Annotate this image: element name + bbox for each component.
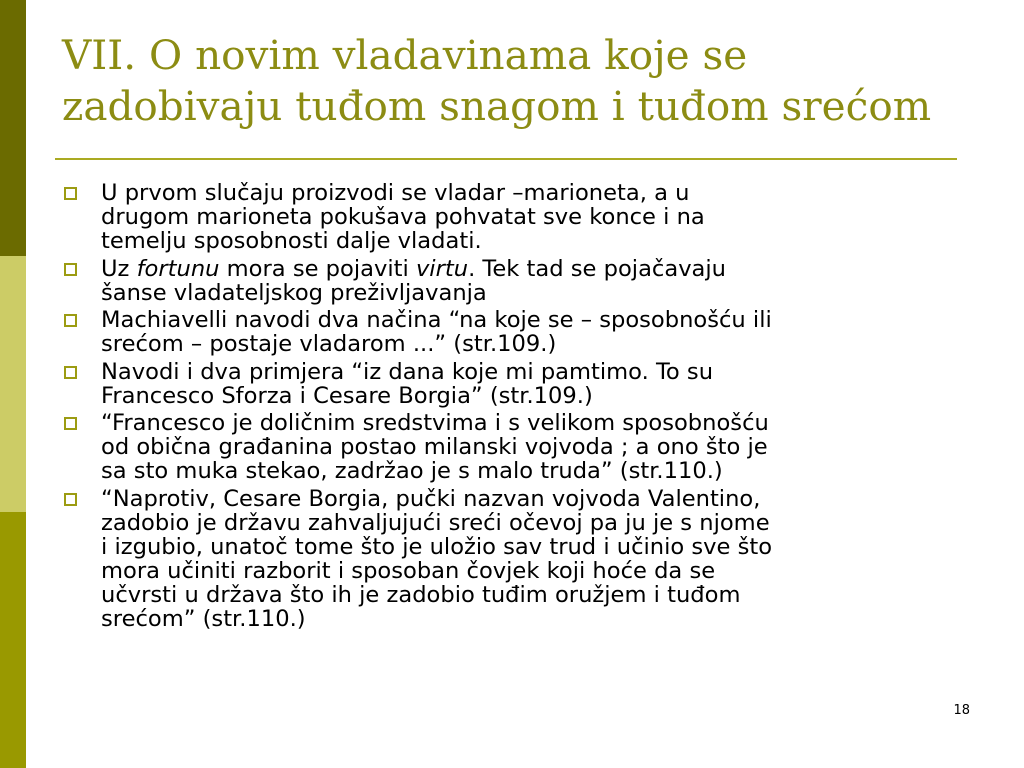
bullet-item-1 [64,181,964,253]
slide-title-line-1: VII. O novim vladavinama koje se [62,31,748,79]
bullet-3-line-2: srećom – postaje vladarom ...” (str.109.) [101,331,557,357]
square-bullet-icon [64,263,77,276]
bullet-6-line-3: i izgubio, unatoč tome što je uložio sav trud i učinio sve što [101,533,773,560]
bullet-4-line-1: Navodi i dva primjera “iz dana koje mi pamtimo. To su [101,358,714,385]
square-bullet-icon [64,366,77,379]
bullet-item-3 [64,308,964,356]
sidebar-decoration [0,0,26,768]
bullet-2-text-e: . Tek tad se pojačavaju [468,255,727,282]
bullet-5-line-1: “Francesco je doličnim sredstvima i s velikom sposobnošću [101,410,769,436]
bullet-6-line-2: zadobio je državu zahvaljujući sreći očevoj pa ju je s njome [101,509,770,536]
bullet-1-line-1: U prvom slučaju proizvodi se vladar –marioneta, a u [101,180,690,206]
bullet-6-line-4: mora učiniti razborit i sposoban čovjek koji hoće da se [101,557,716,584]
bullet-6-line-5: učvrsti u država što ih je zadobio tuđim oružjem i tuđom [101,581,741,608]
slide-title-line-2: zadobivaju tuđom snagom i tuđom srećom [62,82,932,130]
sidebar-segment-light [0,256,26,512]
square-bullet-icon [64,314,77,327]
bullet-item-6 [64,487,964,631]
sidebar-segment-mid [0,512,26,768]
bullet-2-text-a: Uz [101,255,137,282]
page-number: 18 [953,703,970,718]
bullet-2-italic-fortunu: fortunu [136,255,220,282]
bullet-2-italic-virtu: virtu [415,255,469,282]
slide-title [62,30,1002,132]
bullet-1-line-2: drugom marioneta pokušava pohvatat sve konce i na [101,204,705,230]
bullet-2-text-c: mora se pojaviti [219,255,416,282]
square-bullet-icon [64,417,77,430]
bullet-6-line-6: srećom” (str.110.) [101,605,306,632]
bullet-3-line-1: Machiavelli navodi dva načina “na koje se – sposobnošću ili [101,307,772,333]
bullet-item-4 [64,360,964,408]
title-divider [55,158,957,160]
bullet-item-5 [64,411,964,483]
bullet-4-line-2: Francesco Sforza i Cesare Borgia” (str.109.) [101,382,593,409]
bullet-item-2 [64,257,964,305]
bullet-2-line-1 [101,257,964,281]
bullet-2-line-2: šanse vladateljskog preživljavanja [101,279,487,306]
bullet-5-line-3: sa sto muka stekao, zadržao je s malo truda” (str.110.) [101,458,723,484]
sidebar-segment-dark [0,0,26,256]
square-bullet-icon [64,187,77,200]
bullet-1-line-3: temelju sposobnosti dalje vladati. [101,228,482,254]
bullet-list [64,181,964,634]
bullet-5-line-2: od obična građanina postao milanski vojvoda ; a ono što je [101,434,768,460]
square-bullet-icon [64,493,77,506]
bullet-6-line-1: “Naprotiv, Cesare Borgia, pučki nazvan vojvoda Valentino, [101,485,761,512]
